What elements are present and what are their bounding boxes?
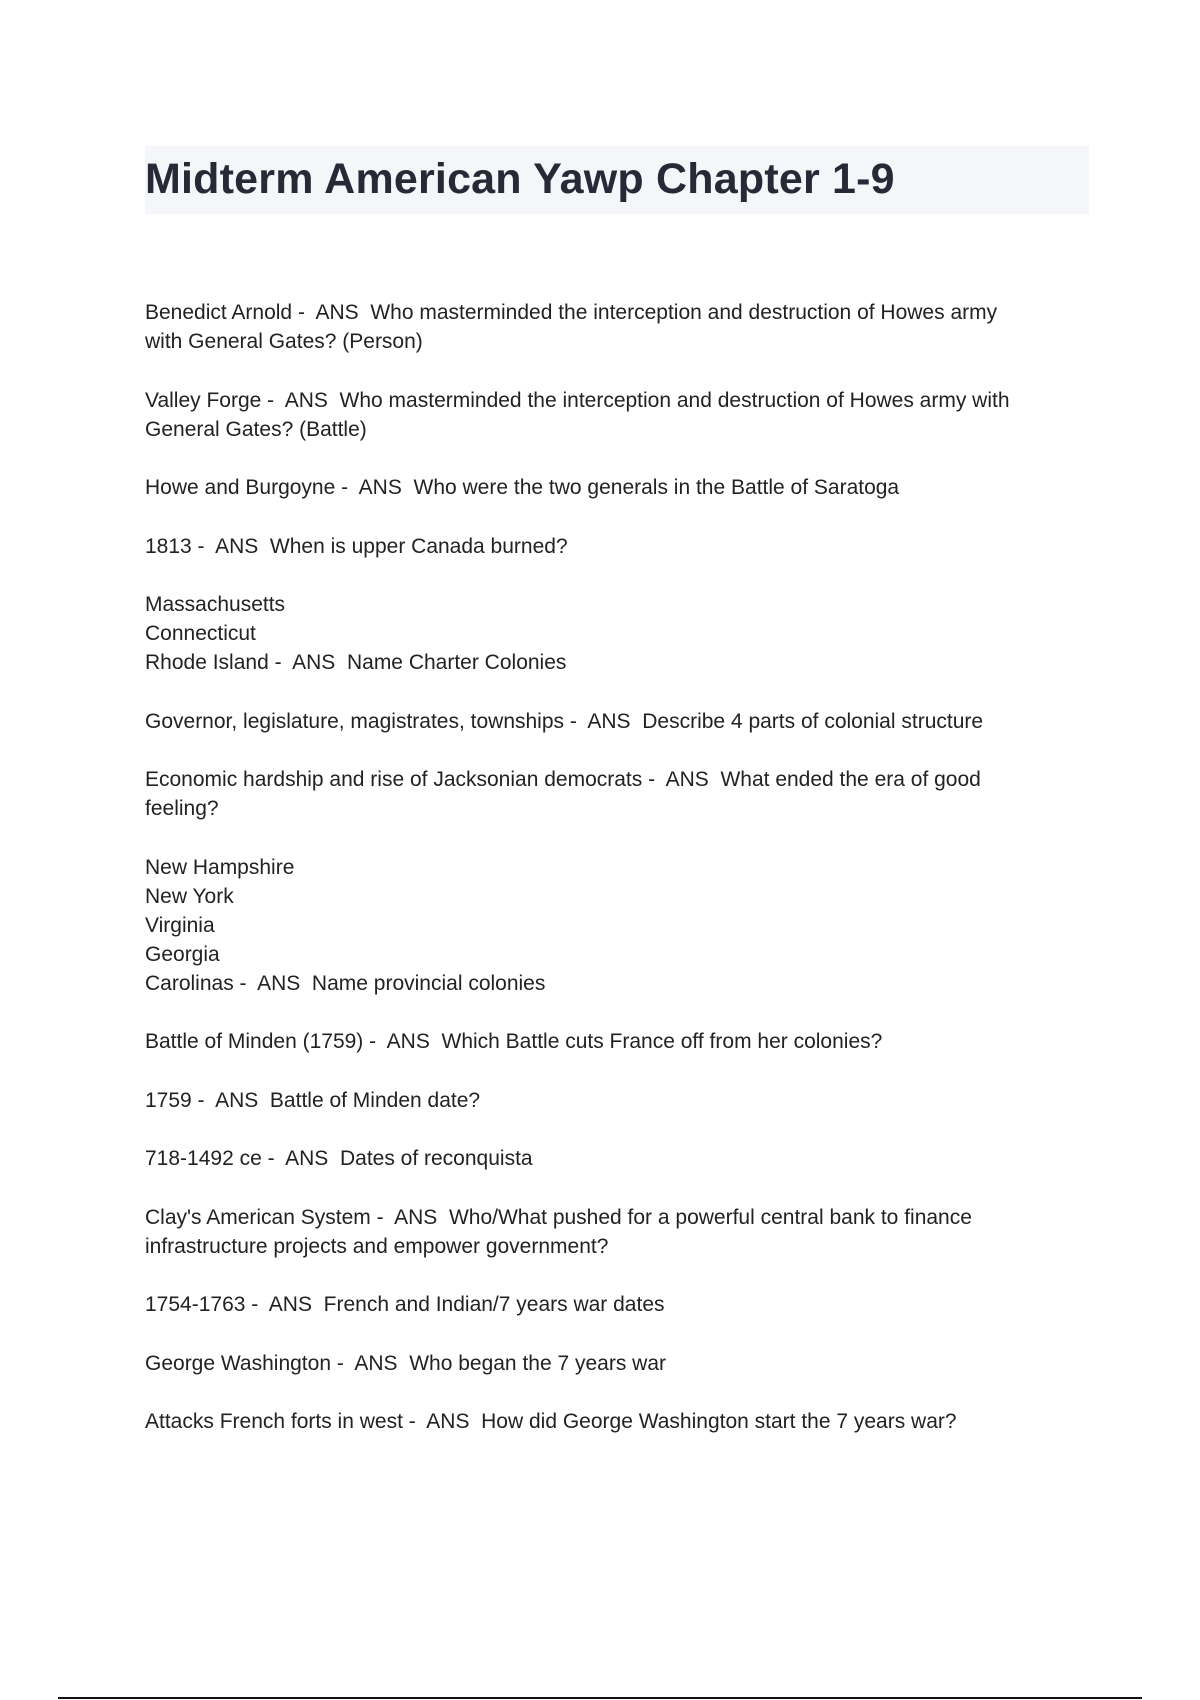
flashcard-entry: [145, 386, 1075, 444]
qa-first-line: Clay's American System - ANS Who/What pushed for a powerful central bank to finance: [145, 1205, 972, 1229]
answer-text: What ended the era of good: [720, 768, 981, 791]
qa-first-line: 1813 - ANS When is upper Canada burned?: [145, 534, 568, 558]
term: Valley Forge: [145, 388, 262, 412]
ans-marker: ANS: [394, 1205, 438, 1229]
flashcard-entry: [145, 1349, 1075, 1378]
term: 1754-1763: [145, 1293, 246, 1316]
flashcard-entry: [145, 765, 1075, 823]
term-line: New York: [145, 884, 234, 908]
qa-first-line: 1754-1763 - ANS French and Indian/7 years war dates: [145, 1293, 665, 1316]
answer-text: Who/What pushed for a powerful central bank to finance: [448, 1205, 972, 1229]
ans-marker: ANS: [292, 651, 336, 674]
answer-text: Name Charter Colonies: [346, 651, 567, 674]
answer-text: Name provincial colonies: [311, 971, 546, 995]
qa-first-line: Battle of Minden (1759) - ANS Which Battle cuts France off from her colonies?: [145, 1030, 883, 1053]
term: Governor, legislature, magistrates, townships: [145, 709, 565, 733]
page-title: Midterm American Yawp Chapter 1-9: [145, 155, 895, 203]
qa-first-line: 718-1492 ce - ANS Dates of reconquista: [145, 1147, 533, 1170]
term-line: New Hampshire: [145, 855, 295, 879]
footer-divider: [58, 1697, 1142, 1699]
flashcard-entry: [145, 1027, 1075, 1056]
flashcard-entry: [145, 298, 1075, 356]
ans-marker: ANS: [268, 1293, 312, 1316]
answer-text: Describe 4 parts of colonial structure: [642, 709, 984, 733]
term: George Washington: [145, 1351, 331, 1375]
flashcard-entry: [145, 1290, 1075, 1319]
term: Rhode Island: [145, 651, 269, 674]
answer-text: When is upper Canada burned?: [269, 534, 568, 558]
term-line: Virginia: [145, 913, 215, 937]
ans-marker: ANS: [257, 971, 301, 995]
answer-text: Who were the two generals in the Battle of Saratoga: [413, 476, 900, 499]
term: 1759: [145, 1088, 192, 1112]
ans-marker: ANS: [215, 1088, 259, 1112]
qa-first-line: Rhode Island - ANS Name Charter Colonies: [145, 651, 567, 674]
ans-marker: ANS: [215, 534, 259, 558]
term: 1813: [145, 534, 192, 558]
qa-first-line: George Washington - ANS Who began the 7 years war: [145, 1351, 667, 1375]
answer-text: Who masterminded the interception and destruction of Howes army with: [339, 388, 1010, 412]
term: Attacks French forts in west: [145, 1410, 403, 1433]
answer-text: Dates of reconquista: [339, 1147, 533, 1170]
ans-marker: ANS: [354, 1351, 398, 1375]
flashcard-entry: [145, 1203, 1075, 1261]
answer-text: Battle of Minden date?: [269, 1088, 481, 1112]
term-line: Connecticut: [145, 622, 256, 645]
qa-first-line: Economic hardship and rise of Jacksonian democrats - ANS What ended the era of good: [145, 768, 981, 791]
qa-first-line: 1759 - ANS Battle of Minden date?: [145, 1088, 481, 1112]
answer-continuation: General Gates? (Battle): [145, 417, 367, 441]
flashcard-entry: [145, 473, 1075, 502]
term: Economic hardship and rise of Jacksonian democrats: [145, 768, 643, 791]
ans-marker: ANS: [358, 476, 402, 499]
ans-marker: ANS: [587, 709, 631, 733]
answer-text: Who masterminded the interception and destruction of Howes army: [370, 301, 998, 324]
term: Battle of Minden (1759): [145, 1030, 364, 1053]
term: Carolinas: [145, 971, 234, 995]
term: Benedict Arnold: [145, 301, 293, 324]
answer-continuation: infrastructure projects and empower government?: [145, 1234, 609, 1258]
qa-first-line: Carolinas - ANS Name provincial colonies: [145, 971, 546, 995]
ans-marker: ANS: [315, 301, 359, 324]
term: Howe and Burgoyne: [145, 476, 336, 499]
ans-marker: ANS: [386, 1030, 430, 1053]
flashcard-entry: [145, 1144, 1075, 1173]
ans-marker: ANS: [284, 388, 328, 412]
answer-text: Which Battle cuts France off from her colonies?: [441, 1030, 883, 1053]
answer-continuation: feeling?: [145, 797, 219, 820]
answer-continuation: with General Gates? (Person): [145, 330, 423, 353]
term-line: Massachusetts: [145, 593, 286, 616]
qa-first-line: Benedict Arnold - ANS Who masterminded the interception and destruction of Howes army: [145, 301, 998, 324]
qa-first-line: Attacks French forts in west - ANS How did George Washington start the 7 years war?: [145, 1410, 957, 1433]
flashcard-list: [145, 298, 1075, 1466]
answer-text: French and Indian/7 years war dates: [323, 1293, 665, 1316]
qa-first-line: Howe and Burgoyne - ANS Who were the two generals in the Battle of Saratoga: [145, 476, 900, 499]
flashcard-entry: [145, 707, 1075, 736]
answer-text: Who began the 7 years war: [409, 1351, 667, 1375]
ans-marker: ANS: [665, 768, 709, 791]
term: 718-1492 ce: [145, 1147, 262, 1170]
ans-marker: ANS: [285, 1147, 329, 1170]
term-line: Georgia: [145, 942, 220, 966]
qa-first-line: Governor, legislature, magistrates, townships - ANS Describe 4 parts of colonial structure: [145, 709, 984, 733]
flashcard-entry: [145, 590, 1075, 677]
term: Clay's American System: [145, 1205, 371, 1229]
title-banner: [145, 146, 1089, 214]
flashcard-entry: [145, 853, 1075, 998]
flashcard-entry: [145, 532, 1075, 561]
flashcard-entry: [145, 1407, 1075, 1436]
answer-text: How did George Washington start the 7 years war?: [481, 1410, 957, 1433]
qa-first-line: Valley Forge - ANS Who masterminded the interception and destruction of Howes army with: [145, 388, 1010, 412]
flashcard-entry: [145, 1086, 1075, 1115]
ans-marker: ANS: [426, 1410, 470, 1433]
